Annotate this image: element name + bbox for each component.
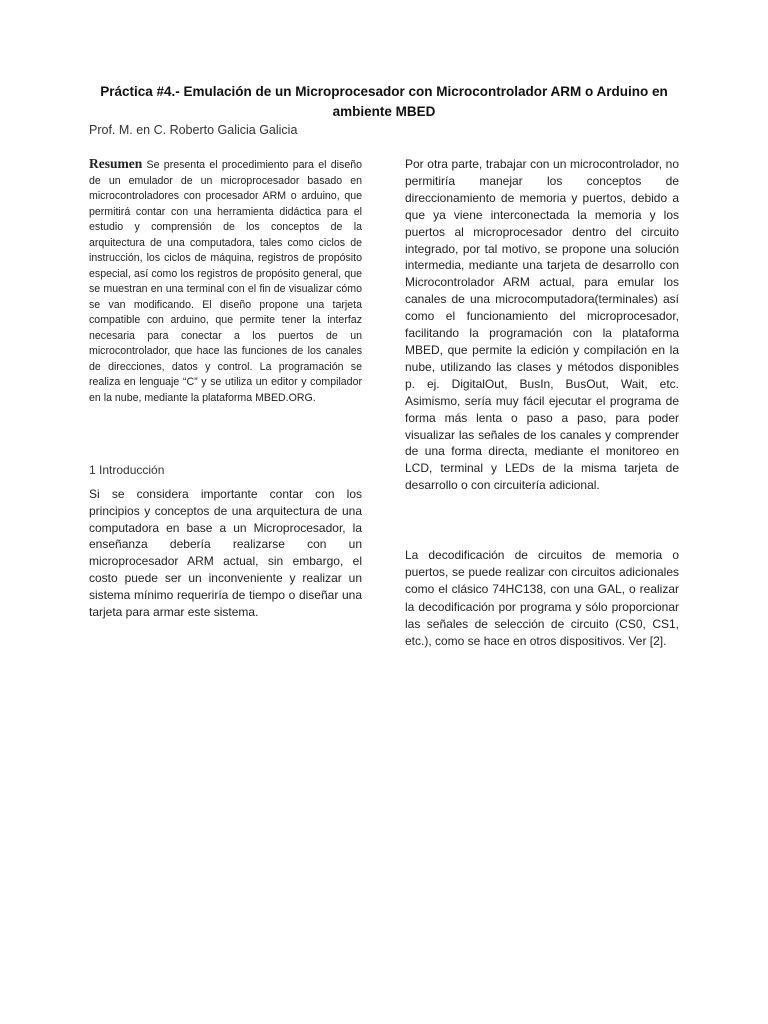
document-title: Práctica #4.- Emulación de un Microprocesador con Microcontrolador ARM o Arduino en ambiente MBED bbox=[100, 84, 668, 119]
right-column-block-1 bbox=[405, 156, 679, 494]
abstract-block bbox=[89, 156, 362, 406]
right-paragraph-2: La decodificación de circuitos de memoria o puertos, se puede realizar con circuitos adicionales como el clásico 74HC138, con una GAL, o realizar la decodificación por programa y sólo proporcionar las señales de selección de circuito (CS0, CS1, etc.), como se hace en otros dispositivos. Ver [2]. bbox=[405, 548, 679, 649]
introduction-paragraph: Si se considera importante contar con los principios y conceptos de una arquitectura de una computadora en base a un Microprocesador, la enseñanza debería realizarse con un microprocesador ARM actual, sin embargo, el costo puede ser un inconveniente y realizar un sistema mínimo requeriría de tiempo o diseñar una tarjeta para armar este sistema. bbox=[89, 487, 362, 619]
abstract-text: Se presenta el procedimiento para el diseño de un emulador de un microprocesador basado en microcontroladores con procesador ARM o arduino, que permitirá contar con una herramienta didáctica para el estudio y comprensión de los conceptos de la arquitectura de una computadora, tales como ciclos de instrucción, los ciclos de máquina, registros de propósito especial, así como los registros de propósito general, que se muestran en una terminal con el fin de visualizar cómo se van modificando. El diseño propone una tarjeta compatible con arduino, que permite tener la interfaz necesaria para conectar a los puertos de un microcontrolador, que hace las funciones de los canales de direcciones, datos y control. La programación se realiza en lenguaje “C” y se utiliza un editor y compilador en la nube, mediante la plataforma MBED.ORG. bbox=[89, 159, 362, 404]
right-paragraph-1: Por otra parte, trabajar con un microcontrolador, no permitiría manejar los conceptos de direccionamiento de memoria y puertos, debido a que ya viene interconectada la memoria y los puertos al microprocesador dentro del circuito integrado, por tal motivo, se propone una solución intermedia, mediante una tarjeta de desarrollo con Microcontrolador ARM actual, para emular los canales de una microcomputadora(terminales) así como el funcionamiento del microprocesador, facilitando la programación con la plataforma MBED, que permite la edición y compilación en la nube, utilizando las clases y métodos disponibles p. ej. DigitalOut, BusIn, BusOut, Wait, etc. Asimismo, sería muy fácil ejecutar el programa de forma más lenta o paso a paso, para poder visualizar las señales de los canales y comprender de una forma directa, mediante el monitoreo en LCD, terminal y LEDs de la misma tarjeta de desarrollo o con circuitería adicional. bbox=[405, 157, 679, 493]
abstract-heading: Resumen bbox=[89, 156, 143, 171]
abstract-paragraph bbox=[89, 156, 362, 406]
right-column-block-2 bbox=[405, 547, 679, 650]
introduction-block bbox=[89, 486, 362, 620]
section-heading-introduction: 1 Introducción bbox=[89, 463, 165, 477]
author-line: Prof. M. en C. Roberto Galicia Galicia bbox=[89, 123, 298, 137]
